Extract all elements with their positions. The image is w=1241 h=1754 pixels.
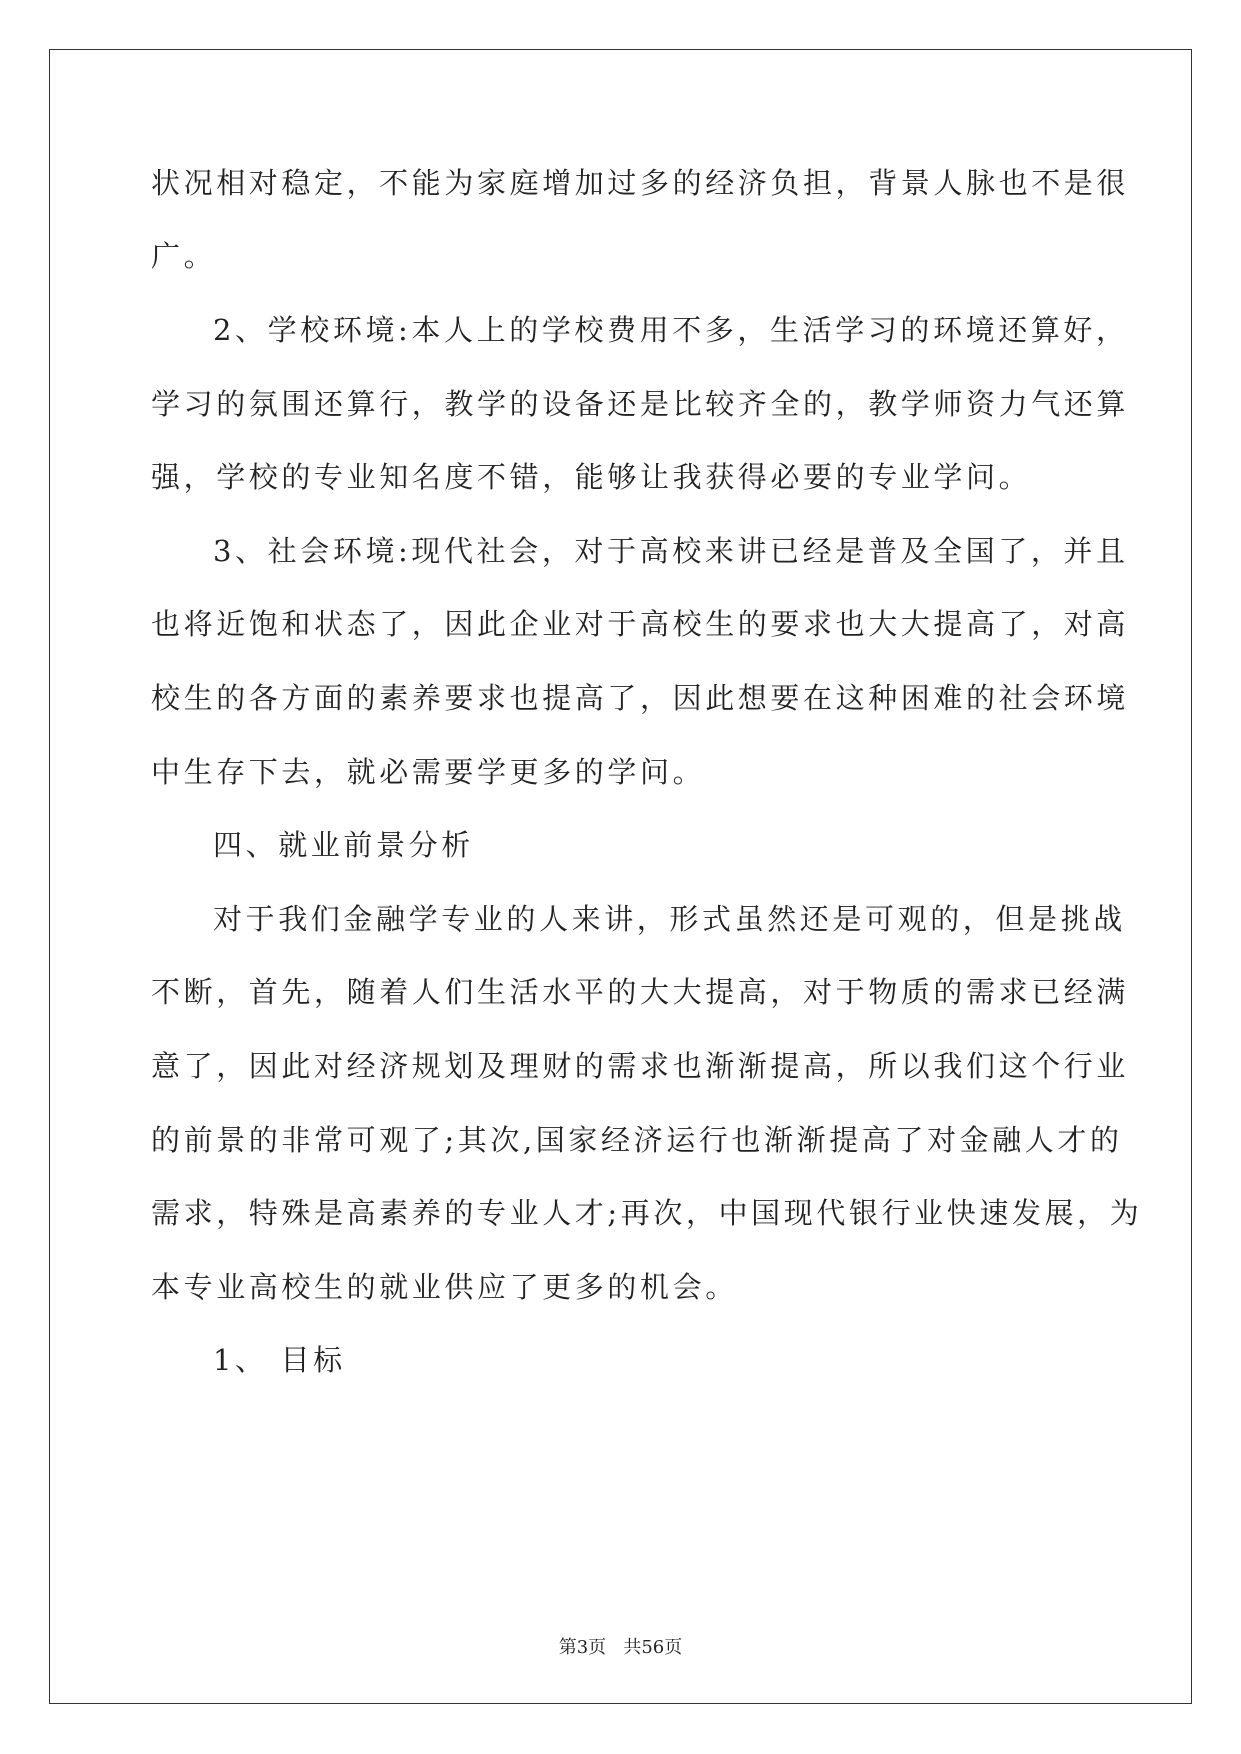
text-line: 中生存下去，就必需要学更多的学问。 <box>151 755 706 789</box>
text-line: 强，学校的专业知名度不错，能够让我获得必要的专业学问。 <box>151 460 1032 494</box>
text-line: 学习的氛围还算行，教学的设备还是比较齐全的，教学师资力气还算 <box>151 387 1130 421</box>
text-line: 也将近饱和状态了，因此企业对于高校生的要求也大大提高了，对高 <box>151 607 1130 641</box>
text-line: 需求，特殊是高素养的专业人才;再次，中国现代银行业快速发展，为 <box>151 1196 1143 1230</box>
subsection-heading: 1、 目标 <box>213 1343 346 1377</box>
text-line: 不断，首先，随着人们生活水平的大大提高，对于物质的需求已经满 <box>151 975 1130 1009</box>
text-line: 的前景的非常可观了;其次,国家经济运行也渐渐提高了对金融人才的 <box>151 1123 1123 1157</box>
page-footer <box>0 1633 1241 1659</box>
text-line: 本专业高校生的就业供应了更多的机会。 <box>151 1270 738 1304</box>
text-line: 3、社会环境:现代社会，对于高校来讲已经是普及全国了，并且 <box>213 534 1129 568</box>
text-line: 广。 <box>151 239 217 273</box>
text-line: 校生的各方面的素养要求也提高了，因此想要在这种困难的社会环境 <box>151 681 1130 715</box>
text-line: 意了，因此对经济规划及理财的需求也渐渐提高，所以我们这个行业 <box>151 1049 1130 1083</box>
text-line: 对于我们金融学专业的人来讲，形式虽然还是可观的，但是挑战 <box>213 902 1126 936</box>
text-line: 状况相对稳定，不能为家庭增加过多的经济负担，背景人脉也不是很 <box>151 166 1130 200</box>
section-heading: 四、就业前景分析 <box>213 828 474 862</box>
text-line: 2、学校环境:本人上的学校费用不多，生活学习的环境还算好， <box>213 313 1129 347</box>
page-border <box>49 49 1192 1704</box>
page-number: 第3页 共56页 <box>558 1637 683 1658</box>
